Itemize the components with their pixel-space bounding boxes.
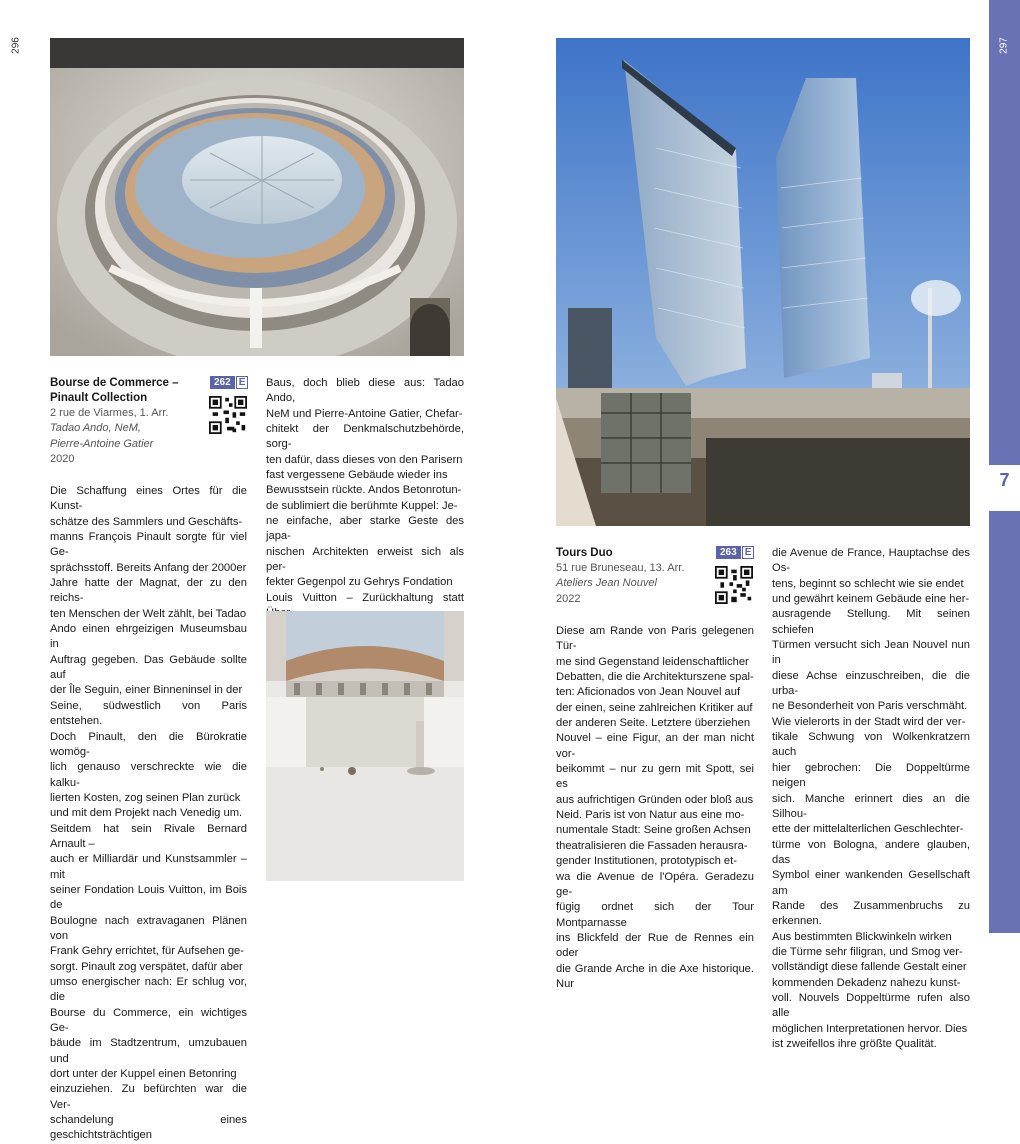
entry-title	[50, 376, 210, 406]
text-line: de sublimiert die berühmte Kuppel: Je-	[266, 499, 458, 512]
text-line: manns François Pinault sorgte für viel Ge-	[50, 531, 247, 559]
text-line: ne Besonderheit von Paris verschmäht.	[772, 700, 968, 713]
text-line: ette der mittelalterlichen Geschlechter-	[772, 823, 964, 836]
text-line: hier gebrochen: Die Doppeltürme neigen	[772, 761, 970, 790]
page-number-right: 297	[998, 37, 1010, 54]
entry-text-column	[772, 546, 970, 1052]
text-line: lich genauso verschreckte wie die kalku-	[50, 761, 247, 789]
text-line: Nouvel – eine Figur, an der man nicht vor-	[556, 732, 754, 760]
district-letter: E	[236, 376, 249, 389]
text-line: numentale Stadt: Seine großen Achsen	[556, 824, 751, 837]
text-line: Bourse du Commerce, ein wichtiges Ge-	[50, 1006, 247, 1035]
entry-meta	[556, 561, 716, 607]
text-line: die Grande Arche in die Axe historique. Nur	[556, 962, 754, 990]
entry-text-column	[50, 484, 247, 1144]
text-line: und mit dem Projekt nach Venedig um.	[50, 807, 243, 820]
text-line: Frank Gehry errichtet, für Aufsehen ge-	[50, 945, 245, 958]
text-line: Boulogne nach extravaganen Plänen von	[50, 914, 247, 942]
text-line: ten: Aficionados von Jean Nouvel auf	[556, 686, 741, 699]
text-line: Neid. Paris ist von Natur aus eine mo-	[556, 809, 745, 822]
text-line: diese Achse einzuschreiben, die die urba-	[772, 669, 970, 698]
text-line: Doch Pinault, den die Bürokratie womög-	[50, 730, 247, 758]
text-line: seiner Fondation Louis Vuitton, im Bois de	[50, 883, 247, 912]
entry-title-line: Bourse de Commerce –	[50, 377, 179, 389]
text-line: fügig ordnet sich der Tour Montparnasse	[556, 901, 754, 929]
text-line: die Türme sehr filigran, und Smog ver-	[772, 945, 963, 958]
text-line: auch er Milliardär und Kunstsammler – mit	[50, 853, 247, 881]
text-line: der einen, seine zahlreichen Kritiker auf	[556, 701, 753, 714]
text-line: die Avenue de France, Hauptachse des Os-	[772, 547, 970, 575]
district-letter: E	[742, 546, 755, 559]
text-line: Wie vielerorts in der Stadt wird der ver-	[772, 715, 966, 728]
entry-number: 263	[716, 546, 741, 559]
entry-badge	[716, 546, 754, 559]
entry-address: 2 rue de Viarmes, 1. Arr.	[50, 407, 169, 419]
text-line: Türmen versucht sich Jean Nouvel nun in	[772, 639, 970, 667]
text-line: gender Institutionen, prototypisch et-	[556, 855, 737, 868]
entry-address: 51 rue Bruneseau, 13. Arr.	[556, 562, 685, 574]
text-line: Louis Vuitton – Zurückhaltung statt	[266, 591, 464, 604]
bourse-dome-photo	[50, 38, 464, 356]
text-line: Jahre hatte der Magnat, der zu den reichs-	[50, 577, 247, 605]
text-line: ten dafür, dass dieses von den Parisern	[266, 453, 463, 466]
text-line: ne einfache, aber starke Geste des japa-	[266, 515, 464, 543]
text-line: theatralisieren die Fassaden herausra-	[556, 839, 748, 852]
entry-number: 262	[210, 376, 235, 389]
chapter-number: 7	[999, 470, 1010, 490]
entry-text-column	[556, 624, 754, 992]
qr-code	[715, 566, 753, 604]
text-line: sich. Manche erinnert dies an die Silhou-	[772, 792, 970, 820]
text-line: möglichen Interpretationen hervor. Dies	[772, 1022, 968, 1035]
entry-architect: Pierre-Antoine Gatier	[50, 437, 154, 450]
text-line: fekter Gegenpol zu Gehrys Fondation	[266, 576, 453, 589]
entry-architect: Ateliers Jean Nouvel	[556, 577, 657, 590]
text-line: ist zweifellos ihre größte Qualität.	[772, 1038, 937, 1050]
text-line: der Île Seguin, einer Binneninsel in der	[50, 684, 243, 697]
text-line: ins Blickfeld der Rue de Rennes ein oder	[556, 931, 754, 960]
text-line: Debatten, die die Architekturszene spal-	[556, 671, 754, 684]
text-line: Symbol einer wankenden Gesellschaft am	[772, 869, 970, 897]
tours-duo-photo	[556, 38, 970, 526]
bourse-interior-photo	[266, 611, 464, 881]
text-line: Rande des Zusammenbruchs zu erkennen.	[772, 899, 970, 928]
text-line: voll. Nouvels Doppeltürme rufen also alle	[772, 991, 970, 1020]
text-line: tens, beginnt so schlecht wie sie endet	[772, 577, 964, 590]
entry-architect: Tadao Ando, NeM,	[50, 422, 141, 435]
text-line: kommenden Dekadenz nahezu kunst-	[772, 976, 961, 989]
text-line: vollständigt diese fallende Gestalt einer	[772, 961, 967, 974]
text-line: schätze des Sammlers und Geschäfts-	[50, 515, 243, 528]
entry-title-line: Pinault Collection	[50, 392, 148, 404]
qr-code	[209, 396, 247, 434]
text-line: Auftrag gegeben. Das Gebäude sollte auf	[50, 653, 247, 682]
text-line: ten Menschen der Welt zählt, bei Tadao	[50, 607, 247, 620]
entry-year: 2022	[556, 592, 581, 605]
entry-badge	[210, 376, 248, 389]
text-line: der anderen Seite. Letztere überziehen	[556, 717, 751, 730]
text-line: sorgt. Pinault zog verspätet, dafür aber	[50, 960, 243, 973]
text-line: Seitdem hat sein Rivale Bernard Arnault –	[50, 822, 247, 850]
text-line: beikommt – nur zu gern mit Spott, sei es	[556, 763, 754, 791]
text-line: me sind Gegenstand leidenschaftlicher	[556, 655, 749, 668]
text-line: tikale Schwung von Wolkenkratzern auch	[772, 731, 970, 759]
text-line: Diese am Rande von Paris gelegenen Tür-	[556, 625, 754, 653]
text-line: Bewusstsein rückte. Andos Betonrotun-	[266, 484, 462, 497]
entry-meta	[50, 406, 210, 467]
text-line: Aus bestimmten Blickwinkeln wirken	[772, 930, 952, 943]
text-line: und gewährt keinem Gebäude eine her-	[772, 593, 970, 606]
page-number-left: 296	[10, 37, 22, 54]
text-line: einzuziehen. Zu befürchten war die Ver-	[50, 1083, 247, 1111]
text-line: bäude im Stadtzentrum, umzubauen und	[50, 1037, 247, 1065]
entry-year: 2020	[50, 452, 75, 465]
entry-title: Tours Duo	[556, 547, 613, 559]
text-line: dort unter der Kuppel einen Betonring	[50, 1068, 237, 1081]
text-line: ausragende Stellung. Mit seinen schiefen	[772, 608, 970, 636]
text-line: wa die Avenue de l'Opéra. Geradezu ge-	[556, 870, 754, 898]
text-line: sprächsstoff. Bereits Anfang der 2000er	[50, 561, 247, 574]
text-line: nischen Architekten erweist sich als per-	[266, 545, 464, 574]
text-line: türme von Bologna, andere glauben, das	[772, 838, 970, 866]
text-line: chitekt der Denkmalschutzbehörde, sorg-	[266, 423, 464, 451]
text-line: Ando einen ehrgeizigen Museumsbau in	[50, 623, 247, 651]
text-line: Baus, doch blieb diese aus: Tadao Ando,	[266, 377, 464, 405]
text-line: schandelung eines geschichtsträchtigen	[50, 1114, 247, 1142]
text-line: umso energischer nach: Er schlug vor, die	[50, 976, 247, 1004]
text-line: lierten Kosten, zog seinen Plan zurück	[50, 791, 241, 804]
text-line: NeM und Pierre-Antoine Gatier, Chefar-	[266, 407, 463, 420]
text-line: aus aufrichtigen Gründen oder bloß aus	[556, 793, 754, 806]
text-line: fast vergessene Gebäude wieder ins	[266, 469, 448, 482]
text-line: Die Schaffung eines Ortes für die Kunst-	[50, 485, 247, 513]
text-line: Seine, südwestlich von Paris entstehen.	[50, 699, 247, 728]
